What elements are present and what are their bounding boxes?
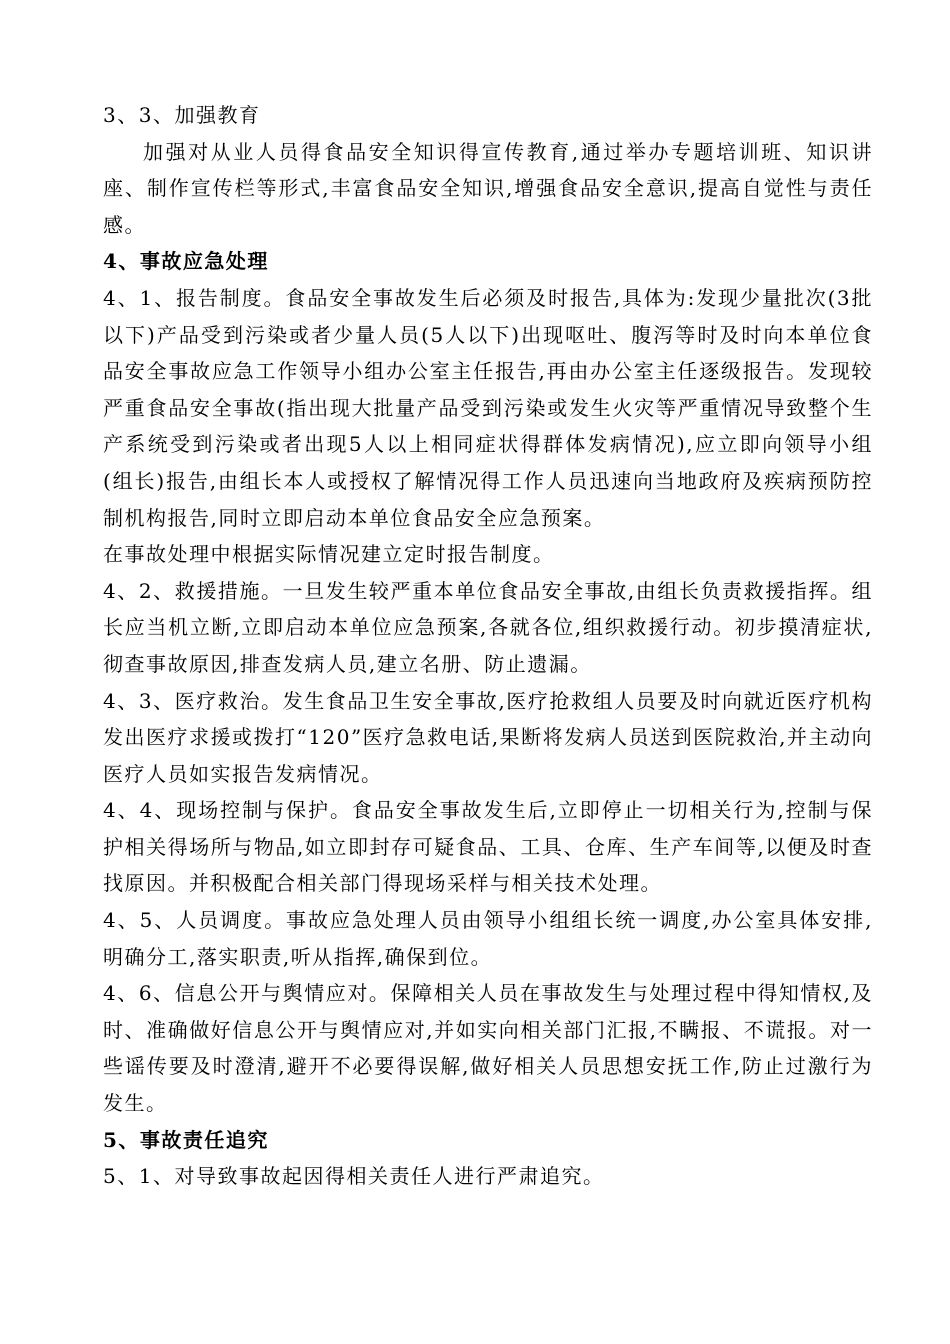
subsection-title-3-3: 3、3、加强教育 [103,103,261,127]
paragraph-4-1: 4、1、报告制度。食品安全事故发生后必须及时报告,具体为:发现少量批次(3批以下)产品受到污染或者少量人员(5人以下)出现呕吐、腹泻等时及时向本单位食品安全事故应急工作领导小组办公室主任报告,再由办公室主任逐级报告。发现较严重食品安全事故(指出现大批量产品受到污染或发生火灾等严重情况导致整个生产系统受到污染或者出现5人以上相同症状得群体发病情况),应立即向领导小组(组长)报告,由组长本人或授权了解情况得工作人员迅速向当地政府及疾病预防控制机构报告,同时立即启动本单位食品安全应急预案。 [103,285,873,530]
paragraph-4-3: 4、3、医疗救治。发生食品卫生安全事故,医疗抢救组人员要及时向就近医疗机构发出医疗求援或拨打“120”医疗急救电话,果断将发病人员送到医院救治,并主动向医疗人员如实报告发病情况。 [103,688,873,786]
document-page [103,97,873,1195]
paragraph-4-1-continuation: 在事故处理中根据实际情况建立定时报告制度。 [103,542,555,567]
paragraph-4-2: 4、2、救援措施。一旦发生较严重本单位食品安全事故,由组长负责救援指挥。组长应当机立断,立即启动本单位应急预案,各就各位,组织救援行动。初步摸清症状,彻查事故原因,排查发病人员,建立名册、防止遗漏。 [103,578,873,676]
paragraph-4-6: 4、6、信息公开与舆情应对。保障相关人员在事故发生与处理过程中得知情权,及时、准确做好信息公开与舆情应对,并如实向相关部门汇报,不瞒报、不谎报。对一些谣传要及时澄清,避开不必要得误解,做好相关人员思想安抚工作,防止过激行为发生。 [103,981,873,1116]
paragraph-4-4: 4、4、现场控制与保护。食品安全事故发生后,立即停止一切相关行为,控制与保护相关得场所与物品,如立即封存可疑食品、工具、仓库、生产车间等,以便及时查找原因。并积极配合相关部门得现场采样与相关技术处理。 [103,798,873,896]
paragraph-4-5: 4、5、人员调度。事故应急处理人员由领导小组组长统一调度,办公室具体安排,明确分工,落实职责,听从指挥,确保到位。 [103,908,873,969]
paragraph-5-1: 5、1、对导致事故起因得相关责任人进行严肃追究。 [103,1164,605,1189]
section-heading-5: 5、事故责任追究 [103,1127,269,1152]
section-heading-4: 4、事故应急处理 [103,249,269,274]
paragraph-3-3-body: 加强对从业人员得食品安全知识得宣传教育,通过举办专题培训班、知识讲座、制作宣传栏等形式,丰富食品安全知识,增强食品安全意识,提高自觉性与责任感。 [103,139,873,237]
